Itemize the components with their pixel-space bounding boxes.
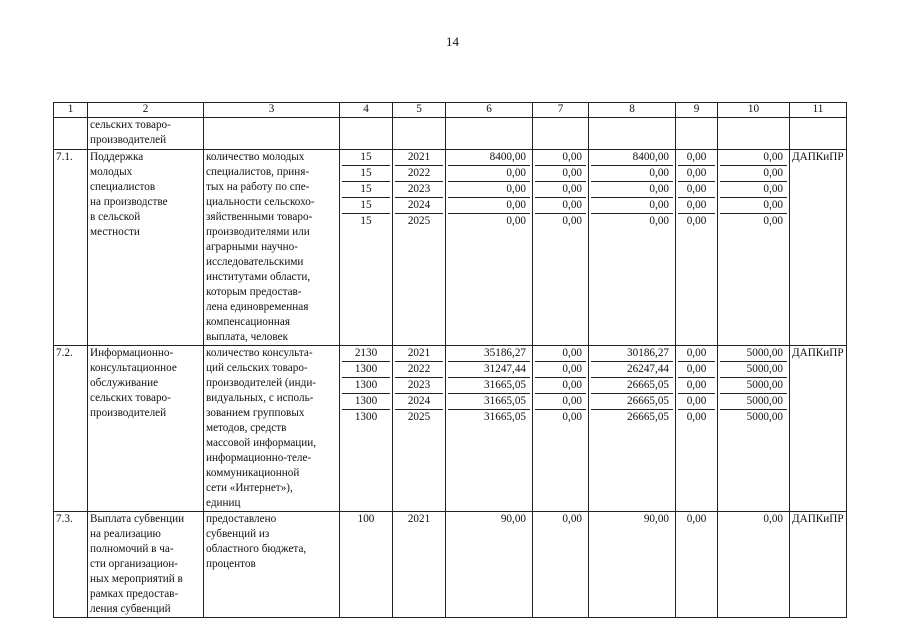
total-cell: 31665,05: [448, 378, 530, 394]
year-cell-column: [393, 512, 446, 618]
year-cell: 2022: [395, 362, 443, 378]
measure-name: Поддержка молодых специалистов на производстве в сельской местности: [88, 150, 204, 346]
value-cell: 15: [342, 150, 390, 166]
regional-cell: 0,00: [649, 215, 669, 227]
other-cell: 0,00: [720, 198, 787, 214]
regional-cell: 26665,05: [627, 411, 669, 423]
federal-cell: 0,00: [535, 362, 586, 378]
other-cell: 0,00: [763, 215, 783, 227]
year-cell: 2023: [395, 182, 443, 198]
local-cell: 0,00: [678, 394, 715, 410]
value-cell-column: [340, 512, 393, 618]
local-cell: 0,00: [686, 411, 707, 423]
column-header: 11: [790, 103, 847, 118]
executor: ДАПКиПР: [790, 346, 847, 512]
total-cell: 0,00: [506, 215, 526, 227]
measures-body: [54, 150, 847, 618]
column-header: 7: [533, 103, 589, 118]
measure-number: 7.3.: [54, 512, 88, 618]
measures-table: [53, 102, 847, 618]
column-header: 3: [204, 103, 340, 118]
federal-cell: 0,00: [535, 378, 586, 394]
value-cell: 15: [360, 215, 372, 227]
local-cell: 0,00: [678, 362, 715, 378]
year-cell-column: [393, 150, 446, 346]
column-header: 5: [393, 103, 446, 118]
other-cell: 5000,00: [720, 394, 787, 410]
column-header: 8: [589, 103, 676, 118]
regional-cell-column: [589, 150, 676, 346]
value-cell: 1300: [342, 362, 390, 378]
value-cell: 1300: [354, 411, 378, 423]
value-cell: 100: [357, 513, 375, 525]
column-header: 9: [676, 103, 718, 118]
total-cell-column: [446, 346, 533, 512]
continuation-row: [54, 118, 847, 150]
measure-row: [54, 512, 847, 618]
measure-row: [54, 346, 847, 512]
total-cell-column: [446, 150, 533, 346]
measure-indicator: количество консульта- ций сельских товаро- производителей (инди- видуальных, с исполь- зованием групповых методов, средств массовой информации, информационно-теле- коммуникационной сети «Интернет»), единиц: [204, 346, 340, 512]
year-cell: 2024: [395, 394, 443, 410]
total-cell: 31247,44: [448, 362, 530, 378]
column-header: 1: [54, 103, 88, 118]
local-cell-column: [676, 150, 718, 346]
local-cell: 0,00: [678, 182, 715, 198]
continuation-name: сельских товаро- производителей: [88, 118, 204, 150]
column-header: 2: [88, 103, 204, 118]
measure-number: 7.1.: [54, 150, 88, 346]
federal-cell: 0,00: [562, 513, 582, 525]
total-cell: 0,00: [448, 198, 530, 214]
other-cell-column: [718, 346, 790, 512]
regional-cell: 26247,44: [591, 362, 673, 378]
regional-cell-column: [589, 346, 676, 512]
value-cell: 15: [342, 182, 390, 198]
federal-cell: 0,00: [535, 394, 586, 410]
federal-cell-column: [533, 512, 589, 618]
other-cell: 0,00: [720, 166, 787, 182]
regional-cell: 0,00: [591, 166, 673, 182]
regional-cell-column: [589, 512, 676, 618]
federal-cell-column: [533, 150, 589, 346]
total-cell: 90,00: [500, 513, 526, 525]
continuation-indicator: [204, 118, 340, 150]
other-cell-column: [718, 512, 790, 618]
other-cell: 0,00: [720, 150, 787, 166]
local-cell-column: [676, 346, 718, 512]
value-cell: 1300: [342, 394, 390, 410]
local-cell: 0,00: [678, 166, 715, 182]
measure-indicator: количество молодых специалистов, приня- тых на работу по спе- циальности сельскохо- зяйственными товаро- производителями или аграрными научно- исследовательскими институтами области, которым предостав- лена единовременная компенсационная выплата, человек: [204, 150, 340, 346]
regional-cell: 0,00: [591, 182, 673, 198]
total-cell: 35186,27: [448, 346, 530, 362]
measure-indicator: предоставлено субвенций из областного бюджета, процентов: [204, 512, 340, 618]
column-header: 10: [718, 103, 790, 118]
other-cell: 5000,00: [720, 346, 787, 362]
measure-name: Выплата субвенции на реализацию полномочий в ча- сти организацион- ных мероприятий в рамках предостав- ления субвенций: [88, 512, 204, 618]
year-cell: 2025: [407, 215, 431, 227]
value-cell: 15: [342, 198, 390, 214]
other-cell: 5000,00: [720, 378, 787, 394]
year-cell: 2024: [395, 198, 443, 214]
value-cell: 15: [342, 166, 390, 182]
local-cell: 0,00: [678, 198, 715, 214]
other-cell-column: [718, 150, 790, 346]
year-cell: 2021: [407, 513, 431, 525]
federal-cell: 0,00: [535, 346, 586, 362]
year-cell-column: [393, 346, 446, 512]
regional-cell: 90,00: [643, 513, 669, 525]
measure-name: Информационно- консультационное обслуживание сельских товаро- производителей: [88, 346, 204, 512]
page-number: 14: [446, 34, 459, 49]
executor: ДАПКиПР: [790, 512, 847, 618]
year-cell: 2025: [407, 411, 431, 423]
other-cell: 5000,00: [746, 411, 783, 423]
other-cell: 0,00: [763, 513, 783, 525]
value-cell: 2130: [342, 346, 390, 362]
federal-cell: 0,00: [535, 166, 586, 182]
column-number-row: [54, 103, 847, 118]
column-header: 4: [340, 103, 393, 118]
federal-cell-column: [533, 346, 589, 512]
year-cell: 2021: [395, 150, 443, 166]
total-cell: 8400,00: [448, 150, 530, 166]
total-cell: 0,00: [448, 182, 530, 198]
total-cell: 0,00: [448, 166, 530, 182]
local-cell: 0,00: [686, 513, 707, 525]
regional-cell: 8400,00: [591, 150, 673, 166]
local-cell: 0,00: [686, 215, 707, 227]
total-cell-column: [446, 512, 533, 618]
federal-cell: 0,00: [562, 215, 582, 227]
value-cell-column: [340, 150, 393, 346]
total-cell: 31665,05: [484, 411, 526, 423]
local-cell: 0,00: [678, 378, 715, 394]
executor: ДАПКиПР: [790, 150, 847, 346]
year-cell: 2021: [395, 346, 443, 362]
local-cell: 0,00: [678, 150, 715, 166]
measure-number: 7.2.: [54, 346, 88, 512]
federal-cell: 0,00: [562, 411, 582, 423]
local-cell: 0,00: [678, 346, 715, 362]
value-cell-column: [340, 346, 393, 512]
value-cell: 1300: [342, 378, 390, 394]
federal-cell: 0,00: [535, 182, 586, 198]
year-cell: 2022: [395, 166, 443, 182]
column-header: 6: [446, 103, 533, 118]
regional-cell: 30186,27: [591, 346, 673, 362]
measure-row: [54, 150, 847, 346]
regional-cell: 26665,05: [591, 378, 673, 394]
year-cell: 2023: [395, 378, 443, 394]
other-cell: 5000,00: [720, 362, 787, 378]
regional-cell: 26665,05: [591, 394, 673, 410]
total-cell: 31665,05: [448, 394, 530, 410]
federal-cell: 0,00: [535, 150, 586, 166]
other-cell: 0,00: [720, 182, 787, 198]
local-cell-column: [676, 512, 718, 618]
federal-cell: 0,00: [535, 198, 586, 214]
regional-cell: 0,00: [591, 198, 673, 214]
